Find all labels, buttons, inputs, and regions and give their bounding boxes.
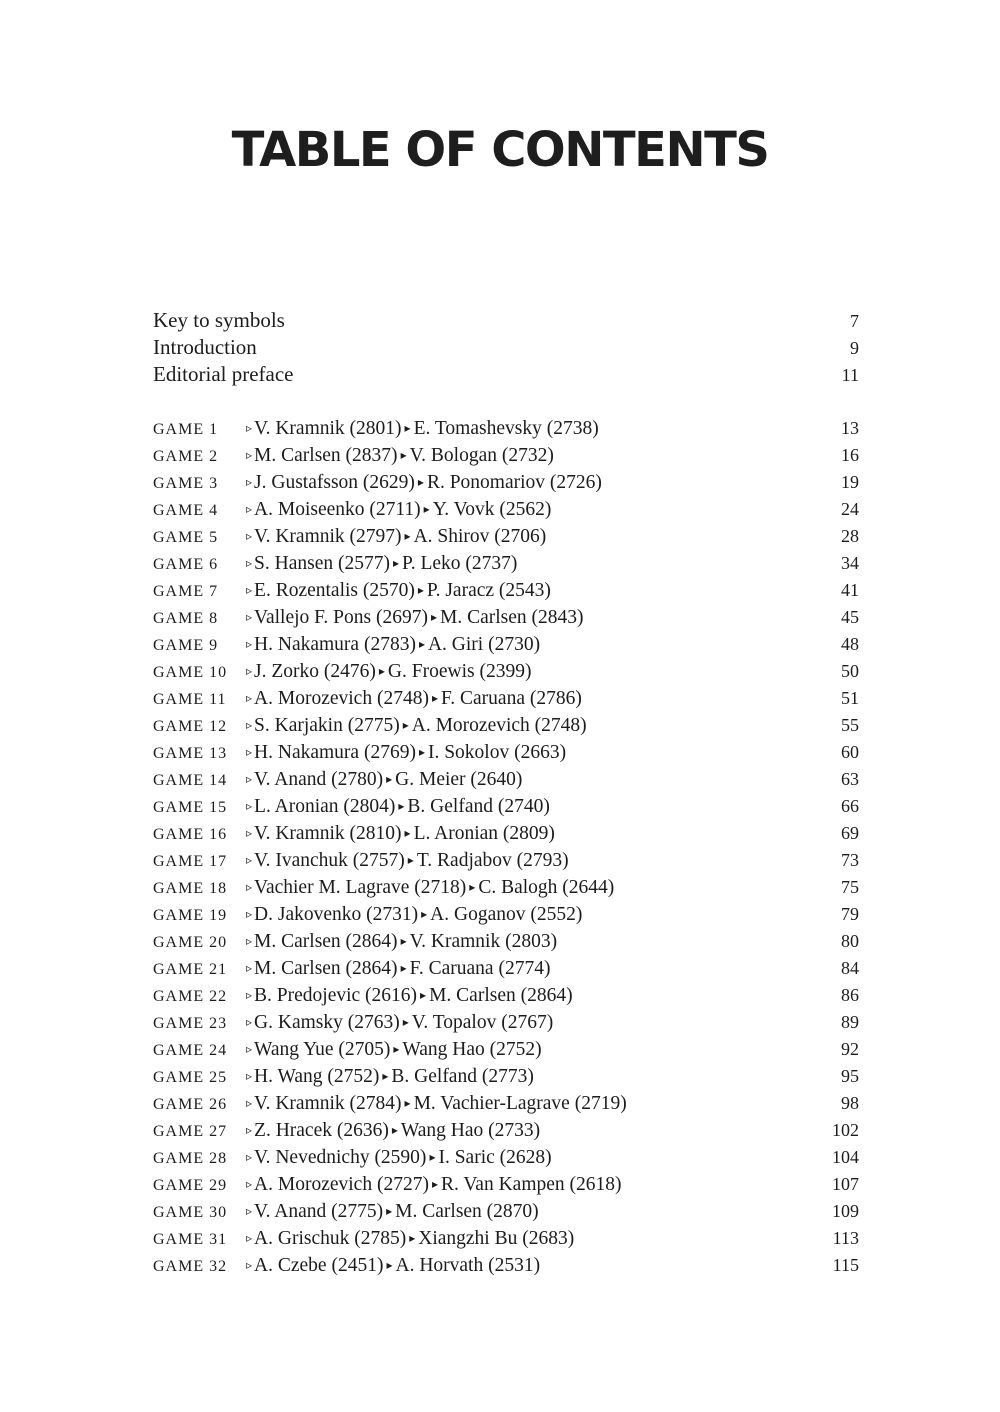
white-player: A. Morozevich (2748)	[254, 688, 429, 709]
toc-game-entry[interactable]	[153, 526, 859, 553]
black-triangle-icon: ▸	[418, 637, 425, 651]
black-triangle-icon: ▸	[378, 664, 385, 678]
game-page-number: 24	[841, 499, 859, 519]
white-player: A. Czebe (2451)	[254, 1255, 384, 1276]
black-player: Wang Hao (2733)	[400, 1120, 541, 1141]
black-triangle-icon: ▸	[400, 934, 407, 948]
toc-entry-introduction[interactable]	[153, 335, 859, 362]
game-players	[246, 742, 841, 764]
black-triangle-icon: ▸	[417, 475, 424, 489]
game-page-number: 60	[841, 742, 859, 762]
white-triangle-icon: ▹	[246, 448, 253, 462]
game-label: GAME 9	[153, 637, 219, 654]
toc-entry-key-to-symbols[interactable]	[153, 308, 859, 335]
game-label: GAME 26	[153, 1096, 228, 1113]
black-triangle-icon: ▸	[392, 556, 400, 570]
black-player: E. Tomashevsky (2738)	[413, 418, 599, 439]
white-player: M. Carlsen (2864)	[254, 958, 398, 979]
black-player: G. Froewis (2399)	[387, 661, 532, 682]
black-triangle-icon: ▸	[402, 718, 409, 732]
game-label: GAME 22	[153, 988, 228, 1005]
black-triangle-icon: ▸	[386, 1204, 393, 1218]
white-player: G. Kamsky (2763)	[254, 1012, 400, 1033]
game-page-number: 98	[841, 1093, 859, 1113]
game-page-number: 69	[841, 823, 859, 843]
black-triangle-icon: ▸	[382, 1069, 389, 1083]
game-page-number: 92	[841, 1039, 859, 1059]
game-label: GAME 27	[153, 1123, 228, 1140]
game-label: GAME 21	[153, 961, 228, 978]
white-triangle-icon: ▹	[246, 799, 253, 813]
black-player: A. Goganov (2552)	[430, 904, 583, 925]
white-triangle-icon: ▹	[246, 880, 253, 894]
black-player: P. Leko (2737)	[402, 553, 518, 574]
black-player: M. Vachier-Lagrave (2719)	[413, 1093, 627, 1114]
black-player: M. Carlsen (2843)	[440, 607, 584, 628]
white-triangle-icon: ▹	[246, 934, 253, 948]
black-triangle-icon: ▸	[386, 772, 393, 786]
front-matter-list	[153, 308, 859, 389]
game-label: GAME 28	[153, 1150, 228, 1167]
toc-game-entry[interactable]	[153, 472, 859, 499]
game-page-number: 95	[841, 1066, 859, 1086]
game-players	[246, 526, 841, 548]
black-player: V. Kramnik (2803)	[409, 931, 558, 952]
black-player: G. Meier (2640)	[395, 769, 523, 790]
white-triangle-icon: ▹	[246, 1069, 253, 1083]
black-player: R. Ponomariov (2726)	[426, 472, 602, 493]
game-players	[246, 1174, 832, 1196]
game-label: GAME 1	[153, 421, 219, 438]
game-page-number: 80	[841, 931, 859, 951]
black-triangle-icon: ▸	[407, 853, 414, 867]
game-label: GAME 17	[153, 853, 228, 870]
game-players	[246, 1093, 841, 1115]
white-player: D. Jakovenko (2731)	[254, 904, 419, 925]
toc-game-entry[interactable]	[153, 634, 859, 661]
game-label: GAME 29	[153, 1177, 228, 1194]
game-label: GAME 24	[153, 1042, 228, 1059]
black-player: L. Aronian (2809)	[413, 823, 555, 844]
game-players	[246, 580, 841, 602]
black-triangle-icon: ▸	[404, 1096, 411, 1110]
black-player: V. Bologan (2732)	[409, 445, 554, 466]
black-player: F. Caruana (2774)	[409, 958, 551, 979]
toc-game-entry[interactable]	[153, 1066, 859, 1093]
white-triangle-icon: ▹	[246, 1204, 253, 1218]
white-player: M. Carlsen (2837)	[254, 445, 398, 466]
black-triangle-icon: ▸	[421, 907, 428, 921]
toc-game-entry[interactable]	[153, 607, 859, 634]
game-page-number: 16	[841, 445, 859, 465]
game-page-number: 109	[832, 1201, 859, 1221]
game-players	[246, 445, 841, 467]
black-triangle-icon: ▸	[420, 988, 427, 1002]
white-player: Z. Hracek (2636)	[254, 1120, 389, 1141]
black-triangle-icon: ▸	[429, 1150, 436, 1164]
black-player: B. Gelfand (2740)	[407, 796, 550, 817]
game-page-number: 48	[841, 634, 859, 654]
game-players	[246, 877, 841, 899]
white-triangle-icon: ▹	[246, 1123, 253, 1137]
white-player: S. Hansen (2577)	[254, 553, 390, 574]
toc-game-entry[interactable]	[153, 1201, 859, 1228]
black-player: R. Van Kampen (2618)	[440, 1174, 622, 1195]
white-player: V. Kramnik (2810)	[254, 823, 402, 844]
black-player: A. Horvath (2531)	[395, 1255, 541, 1276]
black-triangle-icon: ▸	[400, 448, 407, 462]
black-triangle-icon: ▸	[469, 880, 476, 894]
black-player: M. Carlsen (2870)	[395, 1201, 539, 1222]
game-label: GAME 5	[153, 529, 219, 546]
white-player: A. Morozevich (2727)	[254, 1174, 429, 1195]
toc-game-entry[interactable]	[153, 877, 859, 904]
black-player: P. Jaracz (2543)	[426, 580, 551, 601]
white-triangle-icon: ▹	[246, 691, 253, 705]
game-page-number: 19	[841, 472, 859, 492]
black-player: A. Giri (2730)	[427, 634, 541, 655]
white-player: L. Aronian (2804)	[254, 796, 396, 817]
game-page-number: 73	[841, 850, 859, 870]
black-player: Y. Vovk (2562)	[432, 499, 552, 520]
black-triangle-icon: ▸	[418, 745, 425, 759]
game-label: GAME 12	[153, 718, 228, 735]
game-label: GAME 31	[153, 1231, 228, 1248]
game-page-number: 63	[841, 769, 859, 789]
game-players	[246, 1039, 841, 1061]
toc-entry-label: Editorial preface	[153, 362, 294, 386]
toc-game-entry[interactable]	[153, 1093, 859, 1120]
white-player: V. Nevednichy (2590)	[254, 1147, 427, 1168]
black-triangle-icon: ▸	[409, 1231, 416, 1245]
white-player: V. Anand (2775)	[254, 1201, 384, 1222]
white-player: J. Zorko (2476)	[254, 661, 376, 682]
toc-game-entry[interactable]	[153, 715, 859, 742]
black-triangle-icon: ▸	[404, 826, 411, 840]
white-triangle-icon: ▹	[246, 1042, 253, 1056]
game-page-number: 45	[841, 607, 859, 627]
game-page-number: 51	[841, 688, 859, 708]
black-player: V. Topalov (2767)	[411, 1012, 554, 1033]
white-triangle-icon: ▹	[246, 772, 253, 786]
white-triangle-icon: ▹	[246, 907, 253, 921]
game-page-number: 115	[832, 1255, 859, 1275]
game-players	[246, 850, 841, 872]
white-triangle-icon: ▹	[246, 583, 253, 597]
game-label: GAME 19	[153, 907, 228, 924]
game-players	[246, 688, 841, 710]
black-player: M. Carlsen (2864)	[429, 985, 573, 1006]
game-players	[246, 1147, 832, 1169]
game-players	[246, 1228, 833, 1250]
game-page-number: 113	[832, 1228, 859, 1248]
game-label: GAME 4	[153, 502, 219, 519]
toc-game-entry[interactable]	[153, 418, 859, 445]
game-label: GAME 18	[153, 880, 228, 897]
game-page-number: 86	[841, 985, 859, 1005]
white-triangle-icon: ▹	[246, 1150, 253, 1164]
game-label: GAME 3	[153, 475, 219, 492]
game-page-number: 41	[841, 580, 859, 600]
white-player: Wang Yue (2705)	[254, 1039, 391, 1060]
game-players	[246, 1201, 832, 1223]
game-page-number: 75	[841, 877, 859, 897]
toc-game-entry[interactable]	[153, 499, 859, 526]
game-label: GAME 15	[153, 799, 228, 816]
black-triangle-icon: ▸	[400, 961, 407, 975]
toc-game-entry[interactable]	[153, 1228, 859, 1255]
game-label: GAME 10	[153, 664, 228, 681]
white-player: H. Nakamura (2783)	[254, 634, 416, 655]
game-label: GAME 30	[153, 1204, 228, 1221]
game-players	[246, 472, 841, 494]
white-triangle-icon: ▹	[246, 664, 253, 678]
black-player: Wang Hao (2752)	[402, 1039, 542, 1060]
game-players	[246, 661, 841, 683]
game-players	[246, 553, 841, 575]
black-player: B. Gelfand (2773)	[391, 1066, 534, 1087]
game-players	[246, 499, 841, 521]
game-page-number: 13	[841, 418, 859, 438]
white-player: Vachier M. Lagrave (2718)	[254, 877, 467, 898]
game-players	[246, 985, 841, 1007]
game-label: GAME 32	[153, 1258, 228, 1275]
white-triangle-icon: ▹	[246, 502, 253, 516]
toc-game-entry[interactable]	[153, 796, 859, 823]
toc-game-entry[interactable]	[153, 1255, 859, 1282]
game-players	[246, 1255, 833, 1277]
toc-entry-page: 9	[850, 338, 859, 358]
game-page-number: 84	[841, 958, 859, 978]
toc-game-entry[interactable]	[153, 661, 859, 688]
toc-entry-page: 7	[850, 311, 859, 331]
game-page-number: 66	[841, 796, 859, 816]
game-players	[246, 769, 841, 791]
game-label: GAME 7	[153, 583, 219, 600]
black-player: I. Saric (2628)	[438, 1147, 552, 1168]
game-page-number: 28	[841, 526, 859, 546]
white-triangle-icon: ▹	[246, 826, 253, 840]
black-triangle-icon: ▸	[417, 583, 424, 597]
game-page-number: 102	[832, 1120, 859, 1140]
white-triangle-icon: ▹	[246, 475, 253, 489]
black-triangle-icon: ▸	[391, 1123, 398, 1137]
game-label: GAME 23	[153, 1015, 228, 1032]
white-player: A. Grischuk (2785)	[254, 1228, 407, 1249]
game-players	[246, 607, 841, 629]
black-triangle-icon: ▸	[404, 421, 411, 435]
games-list	[153, 418, 859, 1282]
black-triangle-icon: ▸	[431, 1177, 438, 1191]
game-label: GAME 13	[153, 745, 228, 762]
game-label: GAME 14	[153, 772, 228, 789]
toc-game-entry[interactable]	[153, 1012, 859, 1039]
game-label: GAME 6	[153, 556, 219, 573]
white-player: V. Ivanchuk (2757)	[254, 850, 405, 871]
toc-game-entry[interactable]	[153, 580, 859, 607]
game-players	[246, 1120, 832, 1142]
toc-game-entry[interactable]	[153, 1120, 859, 1147]
black-player: I. Sokolov (2663)	[427, 742, 567, 763]
black-player: A. Morozevich (2748)	[411, 715, 587, 736]
black-triangle-icon: ▸	[431, 691, 438, 705]
white-player: J. Gustafsson (2629)	[254, 472, 415, 493]
white-triangle-icon: ▹	[246, 718, 253, 732]
white-triangle-icon: ▹	[246, 421, 253, 435]
toc-game-entry[interactable]	[153, 985, 859, 1012]
white-player: H. Wang (2752)	[254, 1066, 380, 1087]
toc-game-entry[interactable]	[153, 823, 859, 850]
game-players	[246, 958, 841, 980]
black-triangle-icon: ▸	[393, 1042, 400, 1056]
white-player: A. Moiseenko (2711)	[254, 499, 421, 520]
toc-game-entry[interactable]	[153, 445, 859, 472]
black-triangle-icon: ▸	[430, 610, 438, 624]
game-players	[246, 823, 841, 845]
game-label: GAME 2	[153, 448, 219, 465]
toc-game-entry[interactable]	[153, 769, 859, 796]
white-triangle-icon: ▹	[246, 745, 253, 759]
white-player: S. Karjakin (2775)	[254, 715, 400, 736]
game-label: GAME 16	[153, 826, 228, 843]
game-page-number: 34	[841, 553, 859, 573]
game-players	[246, 634, 841, 656]
white-player: E. Rozentalis (2570)	[254, 580, 415, 601]
game-players	[246, 904, 841, 926]
black-triangle-icon: ▸	[402, 1015, 409, 1029]
game-page-number: 55	[841, 715, 859, 735]
game-page-number: 79	[841, 904, 859, 924]
game-players	[246, 1012, 841, 1034]
toc-entry-page: 11	[841, 365, 859, 385]
toc-game-entry[interactable]	[153, 904, 859, 931]
white-triangle-icon: ▹	[246, 988, 253, 1002]
white-triangle-icon: ▹	[246, 610, 253, 624]
toc-game-entry[interactable]	[153, 742, 859, 769]
toc-game-entry[interactable]	[153, 553, 859, 580]
toc-game-entry[interactable]	[153, 958, 859, 985]
game-players	[246, 1066, 841, 1088]
game-players	[246, 715, 841, 737]
game-players	[246, 418, 841, 440]
white-triangle-icon: ▹	[246, 961, 253, 975]
black-player: T. Radjabov (2793)	[416, 850, 569, 871]
game-label: GAME 20	[153, 934, 228, 951]
white-player: V. Anand (2780)	[254, 769, 384, 790]
toc-game-entry[interactable]	[153, 1174, 859, 1201]
toc-game-entry[interactable]	[153, 931, 859, 958]
game-page-number: 107	[832, 1174, 859, 1194]
black-triangle-icon: ▸	[398, 799, 405, 813]
game-page-number: 104	[832, 1147, 859, 1167]
black-player: F. Caruana (2786)	[440, 688, 582, 709]
white-triangle-icon: ▹	[246, 853, 253, 867]
black-triangle-icon: ▸	[404, 529, 411, 543]
toc-game-entry[interactable]	[153, 850, 859, 877]
page-title: TABLE OF CONTENTS	[231, 122, 769, 178]
white-player: V. Kramnik (2784)	[254, 1093, 402, 1114]
toc-entry-label: Introduction	[153, 335, 257, 359]
white-player: M. Carlsen (2864)	[254, 931, 398, 952]
white-player: B. Predojevic (2616)	[254, 985, 418, 1006]
toc-game-entry[interactable]	[153, 1039, 859, 1066]
game-players	[246, 931, 841, 953]
white-triangle-icon: ▹	[246, 556, 253, 570]
white-player: V. Kramnik (2797)	[254, 526, 402, 547]
toc-game-entry[interactable]	[153, 688, 859, 715]
white-player: V. Kramnik (2801)	[254, 418, 402, 439]
white-player: Vallejo F. Pons (2697)	[254, 607, 428, 628]
game-page-number: 89	[841, 1012, 859, 1032]
black-triangle-icon: ▸	[386, 1258, 393, 1272]
white-triangle-icon: ▹	[246, 1231, 253, 1245]
black-player: C. Balogh (2644)	[478, 877, 615, 898]
white-player: H. Nakamura (2769)	[254, 742, 416, 763]
game-label: GAME 25	[153, 1069, 228, 1086]
white-triangle-icon: ▹	[246, 1258, 253, 1272]
white-triangle-icon: ▹	[246, 529, 253, 543]
toc-game-entry[interactable]	[153, 1147, 859, 1174]
game-label: GAME 8	[153, 610, 219, 627]
black-triangle-icon: ▸	[423, 502, 430, 516]
white-triangle-icon: ▹	[246, 1015, 253, 1029]
game-page-number: 50	[841, 661, 859, 681]
game-players	[246, 796, 841, 818]
white-triangle-icon: ▹	[246, 1096, 253, 1110]
toc-entry-editorial-preface[interactable]	[153, 362, 859, 389]
toc-entry-label: Key to symbols	[153, 308, 285, 332]
black-player: Xiangzhi Bu (2683)	[418, 1228, 575, 1249]
game-label: GAME 11	[153, 691, 227, 708]
black-player: A. Shirov (2706)	[413, 526, 547, 547]
white-triangle-icon: ▹	[246, 637, 253, 651]
white-triangle-icon: ▹	[246, 1177, 253, 1191]
